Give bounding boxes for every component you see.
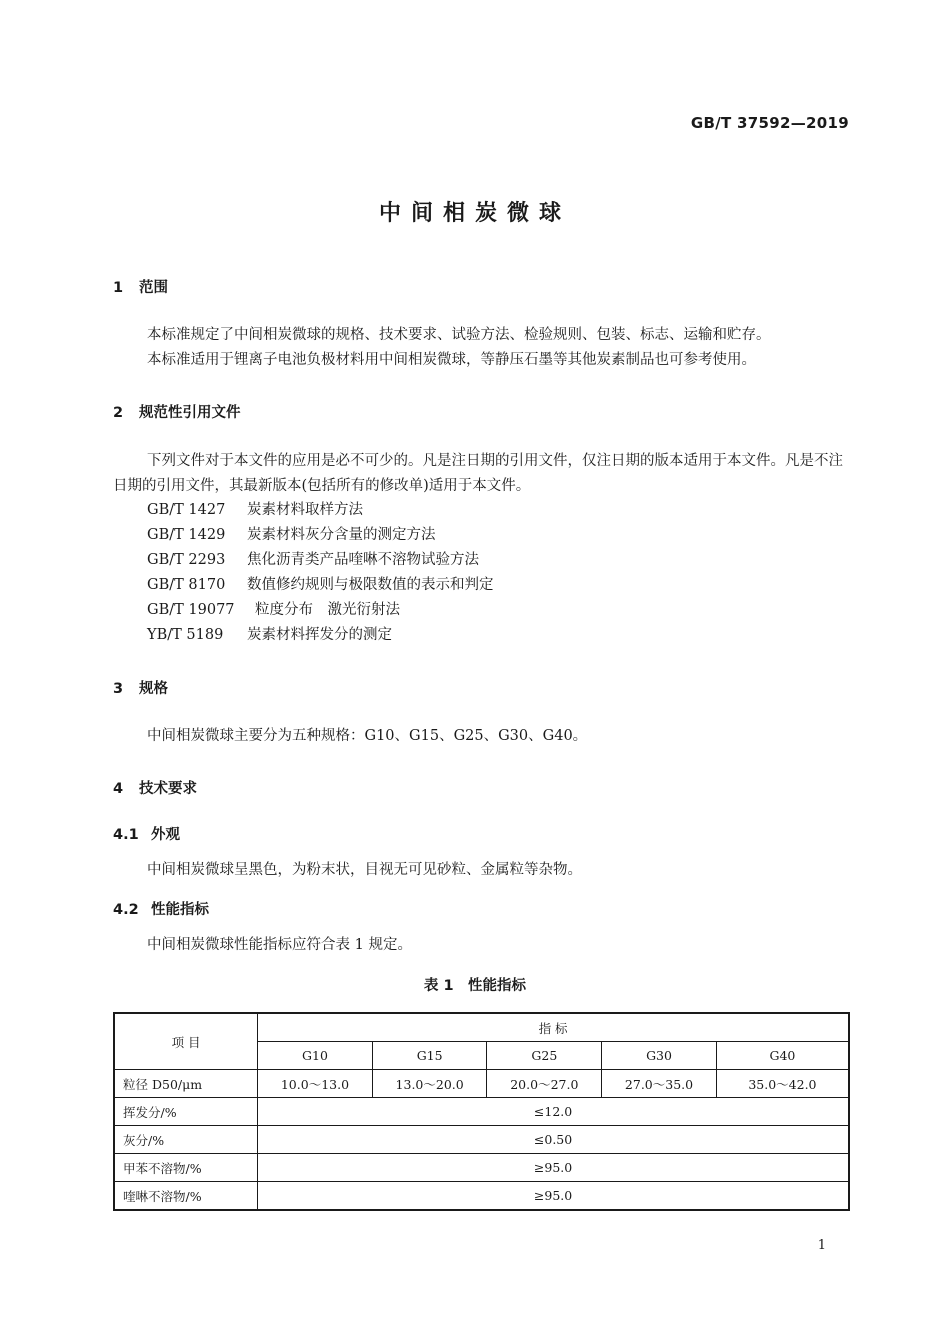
table-row <box>114 1154 849 1182</box>
reference-item <box>147 523 436 548</box>
row-item: 挥发分/% <box>114 1098 258 1126</box>
row-value: 20.0～27.0 <box>487 1070 602 1098</box>
section-3-heading <box>113 677 168 698</box>
row-item: 甲苯不溶物/% <box>114 1154 258 1182</box>
document-title: 中间相炭微球 <box>378 201 571 226</box>
row-item: 粒径 D50/μm <box>114 1070 258 1098</box>
section-4-2-paragraph-1: 中间相炭微球性能指标应符合表 1 规定。 <box>147 937 412 953</box>
reference-name: 炭素材料灰分含量的测定方法 <box>247 527 436 543</box>
section-4-2-heading <box>113 898 209 919</box>
reference-item <box>147 498 363 523</box>
reference-code: GB/T 2293 <box>147 552 226 568</box>
section-4-heading <box>113 777 197 798</box>
row-value: 13.0～20.0 <box>372 1070 487 1098</box>
reference-item <box>147 548 479 573</box>
reference-name: 炭素材料挥发分的测定 <box>247 627 392 643</box>
section-2-heading <box>113 401 241 422</box>
reference-name: 焦化沥青类产品喹啉不溶物试验方法 <box>247 552 479 568</box>
section-title: 范围 <box>139 280 168 296</box>
section-4-1-paragraph-1: 中间相炭微球呈黑色，为粉末状，目视无可见砂粒、金属粒等杂物。 <box>147 862 582 878</box>
reference-code: GB/T 19077 <box>147 602 235 618</box>
grade-header: G30 <box>602 1042 717 1070</box>
grade-header: G15 <box>372 1042 487 1070</box>
section-1-heading <box>113 276 168 297</box>
row-item: 喹啉不溶物/% <box>114 1182 258 1211</box>
reference-name: 数值修约规则与极限数值的表示和判定 <box>247 577 494 593</box>
grade-header: G40 <box>716 1042 849 1070</box>
row-value: ≥95.0 <box>258 1182 849 1211</box>
page-number: 1 <box>817 1238 826 1253</box>
grade-header: G25 <box>487 1042 602 1070</box>
section-number: 3 <box>113 681 124 697</box>
performance-table <box>113 1012 850 1211</box>
table-row <box>114 1098 849 1126</box>
row-value: 35.0～42.0 <box>716 1070 849 1098</box>
table-caption: 表 1 性能指标 <box>423 978 527 994</box>
reference-item <box>147 623 392 648</box>
section-number: 4 <box>113 781 124 797</box>
reference-code: YB/T 5189 <box>147 627 224 643</box>
section-1-paragraph-1: 本标准规定了中间相炭微球的规格、技术要求、试验方法、检验规则、包装、标志、运输和贮存。 <box>147 327 771 343</box>
reference-code: GB/T 1427 <box>147 502 226 518</box>
section-number: 4.1 <box>113 827 139 843</box>
reference-name: 粒度分布 激光衍射法 <box>255 602 400 618</box>
section-1-paragraph-2: 本标准适用于锂离子电池负极材料用中间相炭微球，等静压石墨等其他炭素制品也可参考使用。 <box>147 352 756 368</box>
section-title: 规格 <box>139 681 168 697</box>
standard-code: GB/T 37592—2019 <box>690 114 849 132</box>
reference-item <box>147 573 494 598</box>
section-title: 技术要求 <box>139 781 197 797</box>
table-header-item: 项 目 <box>114 1013 258 1070</box>
table-row <box>114 1182 849 1211</box>
section-title: 外观 <box>151 827 180 843</box>
section-title: 性能指标 <box>151 902 209 918</box>
section-3-paragraph-1: 中间相炭微球主要分为五种规格：G10、G15、G25、G30、G40。 <box>147 728 588 744</box>
row-value: ≤0.50 <box>258 1126 849 1154</box>
row-value: 10.0～13.0 <box>258 1070 373 1098</box>
row-value: ≤12.0 <box>258 1098 849 1126</box>
table-row <box>114 1126 849 1154</box>
reference-item <box>147 598 400 623</box>
table-row <box>114 1070 849 1098</box>
grade-header: G10 <box>258 1042 373 1070</box>
table-header-index: 指 标 <box>258 1013 849 1042</box>
reference-name: 炭素材料取样方法 <box>247 502 363 518</box>
reference-code: GB/T 8170 <box>147 577 226 593</box>
row-value: 27.0～35.0 <box>602 1070 717 1098</box>
section-2-paragraph-1: 下列文件对于本文件的应用是必不可少的。凡是注日期的引用文件，仅注日期的版本适用于本文件。凡是不注日期的引用文件，其最新版本(包括所有的修改单)适用于本文件。 <box>113 453 843 494</box>
section-number: 1 <box>113 280 124 296</box>
section-title: 规范性引用文件 <box>139 405 241 421</box>
row-item: 灰分/% <box>114 1126 258 1154</box>
section-4-1-heading <box>113 823 180 844</box>
section-number: 2 <box>113 405 124 421</box>
reference-code: GB/T 1429 <box>147 527 226 543</box>
row-value: ≥95.0 <box>258 1154 849 1182</box>
section-number: 4.2 <box>113 902 139 918</box>
